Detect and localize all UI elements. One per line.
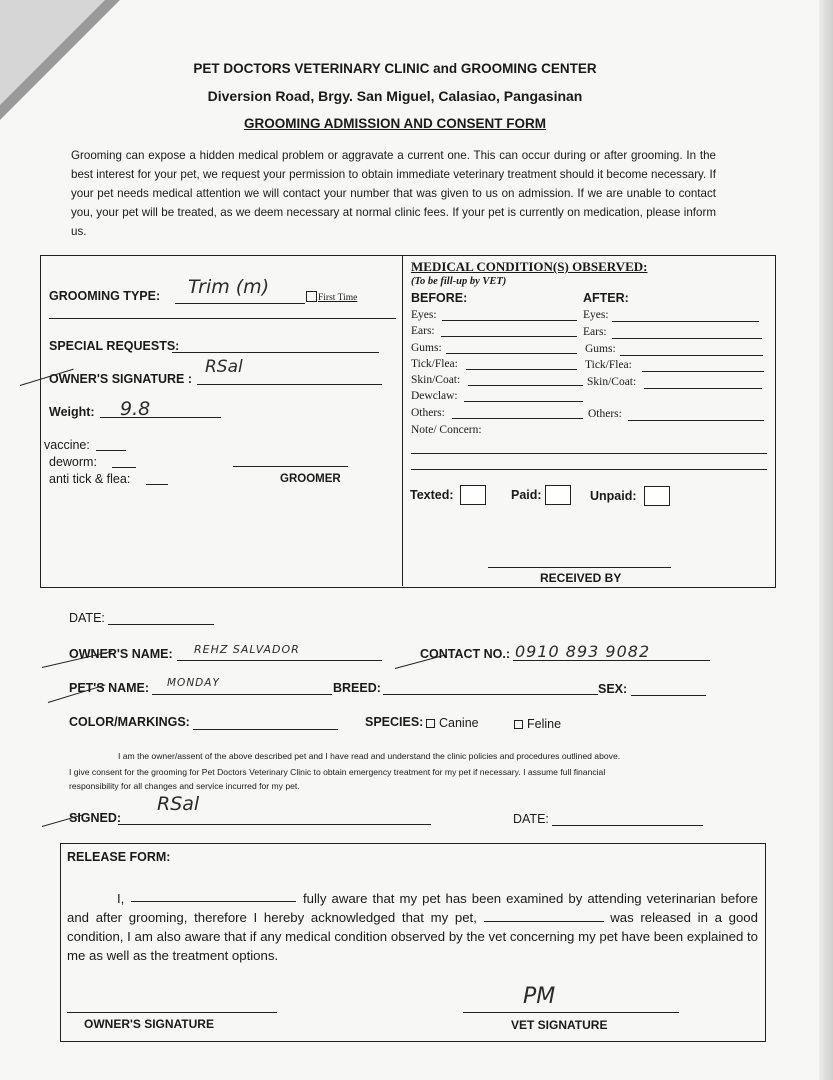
medical-title: MEDICAL CONDITION(S) OBSERVED: (411, 259, 648, 274)
deworm-line[interactable] (112, 467, 136, 468)
first-time-checkbox[interactable] (306, 291, 317, 302)
vaccine-label: vaccine: (44, 438, 90, 452)
weight-line[interactable] (100, 417, 221, 418)
vaccine-line[interactable] (96, 450, 126, 451)
clinic-name: PET DOCTORS VETERINARY CLINIC and GROOMING CENTER (193, 61, 597, 76)
consent-line-1: I am the owner/assent of the above described pet and I have read and understand the clinic policies and procedures outlined above. (118, 751, 621, 761)
breed-line[interactable] (383, 694, 598, 695)
species-label: SPECIES: (365, 715, 424, 729)
vet-signature-label: VET SIGNATURE (511, 1018, 608, 1032)
unpaid-checkbox[interactable] (644, 486, 670, 506)
after-gums-line[interactable] (620, 355, 763, 356)
canine-checkbox[interactable] (426, 719, 435, 728)
before-gums-label: Gums: (411, 342, 442, 354)
special-requests-line[interactable] (172, 352, 379, 353)
after-label: AFTER: (583, 291, 629, 305)
breed-label: BREED: (333, 681, 381, 695)
anti-tick-line[interactable] (146, 484, 168, 485)
consent-date-line[interactable] (552, 825, 703, 826)
intro-paragraph: Grooming can expose a hidden medical problem or aggravate a current one. This can occur during or after grooming. In the best interest for your pet, we request your permission to obtain immediate veterinary treatment should it become necessary. If your pet needs medical attention we will contact your number that was given to us on admission. If we are unable to contact you, your pet will be treated, as we deem necessary at normal clinic fees. If your pet is currently on medication, please inform us. (71, 149, 716, 238)
color-markings-line[interactable] (193, 729, 338, 730)
received-by-label: RECEIVED BY (540, 571, 622, 585)
paid-label: Paid: (511, 488, 542, 502)
after-gums-label: Gums: (585, 343, 616, 355)
release-text-2: fully aware that my pet has been examined by attending veterinarian before and after grooming, therefore I hereby acknowledged that my pet, (67, 891, 758, 925)
groomer-label: GROOMER (280, 473, 341, 485)
pet-name-value: MONDAY (167, 677, 220, 689)
before-skin-line[interactable] (468, 385, 583, 386)
feline-checkbox[interactable] (514, 720, 523, 729)
page-edge (819, 0, 833, 1080)
date-label: DATE: (69, 611, 105, 625)
owner-signature-release-line[interactable] (67, 1012, 277, 1013)
canine-option[interactable] (426, 716, 479, 730)
groomer-signature-line[interactable] (233, 466, 348, 467)
contact-label: CONTACT NO.: (420, 647, 511, 661)
medical-subtitle: (To be fill-up by VET) (411, 276, 507, 287)
owner-signature-line[interactable] (197, 384, 382, 385)
unpaid-label: Unpaid: (590, 489, 637, 503)
before-dewclaw-label: Dewclaw: (411, 390, 458, 402)
before-tick-line[interactable] (466, 369, 577, 370)
after-ears-line[interactable] (612, 338, 762, 339)
after-eyes-line[interactable] (612, 321, 759, 322)
before-ears-line[interactable] (441, 336, 577, 337)
owner-signature-release-label: OWNER'S SIGNATURE (84, 1017, 214, 1031)
consent-date-label: DATE: (513, 812, 549, 826)
before-others-line[interactable] (452, 418, 583, 419)
before-dewclaw-line[interactable] (464, 401, 583, 402)
owner-signature-label: OWNER'S SIGNATURE : (49, 372, 193, 386)
grooming-type-label: GROOMING TYPE: (49, 289, 161, 303)
consent-line-2: I give consent for the grooming for Pet Doctors Veterinary Clinic to obtain emergency treatment for my pet if necessary. I assume full financial (69, 767, 606, 777)
before-eyes-line[interactable] (442, 320, 577, 321)
contact-value: 0910 893 9082 (515, 642, 651, 661)
box-divider (402, 256, 403, 586)
weight-value: 9.8 (120, 398, 151, 420)
release-text-body (67, 889, 758, 965)
after-tick-label: Tick/Flea: (585, 359, 632, 371)
after-skin-line[interactable] (644, 388, 762, 389)
pet-name-label: PET'S NAME: (69, 681, 150, 695)
after-ears-label: Ears: (583, 326, 607, 338)
owner-name-label: OWNER'S NAME: (69, 647, 173, 661)
date-line[interactable] (108, 624, 214, 625)
after-skin-label: Skin/Coat: (587, 376, 637, 388)
note-line-1[interactable] (411, 453, 767, 454)
signed-label: SIGNED: (69, 811, 122, 825)
owner-signature-value: RSal (205, 357, 243, 377)
color-markings-label: COLOR/MARKINGS: (69, 715, 190, 729)
first-time-label: First Time (318, 293, 358, 303)
feline-label: Feline (527, 717, 562, 731)
after-others-label: Others: (588, 408, 622, 420)
grooming-type-extra-line[interactable] (49, 318, 396, 319)
signed-line[interactable] (118, 824, 431, 825)
before-gums-line[interactable] (446, 353, 577, 354)
before-eyes-label: Eyes: (411, 309, 437, 321)
after-eyes-label: Eyes: (583, 309, 609, 321)
sex-label: SEX: (598, 682, 628, 696)
texted-label: Texted: (410, 488, 454, 502)
owner-name-value: REHZ SALVADOR (194, 643, 300, 656)
consent-line-3: responsibility for all changes and service incurred for my pet. (69, 781, 300, 791)
anti-tick-label: anti tick & flea: (49, 472, 131, 486)
clinic-address: Diversion Road, Brgy. San Miguel, Calasiao, Pangasinan (207, 88, 583, 104)
form-title: GROOMING ADMISSION AND CONSENT FORM (244, 116, 546, 131)
paid-checkbox[interactable] (545, 485, 571, 505)
grooming-type-line[interactable] (175, 303, 305, 304)
grooming-type-value: Trim (m) (188, 276, 270, 298)
release-title: RELEASE FORM: (67, 850, 171, 864)
grooming-medical-box (40, 255, 776, 588)
received-by-line[interactable] (488, 567, 671, 568)
note-concern-label: Note/ Concern: (411, 424, 482, 436)
release-pet-line[interactable] (484, 909, 604, 922)
before-ears-label: Ears: (411, 325, 435, 337)
pet-name-line[interactable] (152, 694, 332, 695)
release-text-3: was released in a good condition, I am also aware that if any medical condition observed by the vet concerning my pet have been explained to me as well as the treatment options. (67, 910, 758, 963)
release-i: I, (117, 891, 125, 906)
sex-line[interactable] (631, 695, 706, 696)
vet-signature-value: PM (523, 984, 556, 1009)
vet-signature-line[interactable] (463, 1012, 679, 1013)
texted-checkbox[interactable] (460, 485, 486, 505)
after-tick-line[interactable] (642, 371, 764, 372)
deworm-label: deworm: (49, 455, 97, 469)
owner-name-line[interactable] (177, 660, 382, 661)
special-requests-label: SPECIAL REQUESTS: (49, 339, 180, 353)
note-line-2[interactable] (411, 469, 767, 470)
signed-value: RSal (157, 793, 200, 815)
before-others-label: Others: (411, 407, 445, 419)
canine-label: Canine (439, 716, 479, 730)
before-skin-label: Skin/Coat: (411, 374, 461, 386)
before-label: BEFORE: (411, 291, 468, 305)
weight-label: Weight: (49, 405, 95, 419)
before-tick-label: Tick/Flea: (411, 358, 458, 370)
feline-option[interactable] (514, 717, 561, 731)
after-others-line[interactable] (628, 420, 764, 421)
